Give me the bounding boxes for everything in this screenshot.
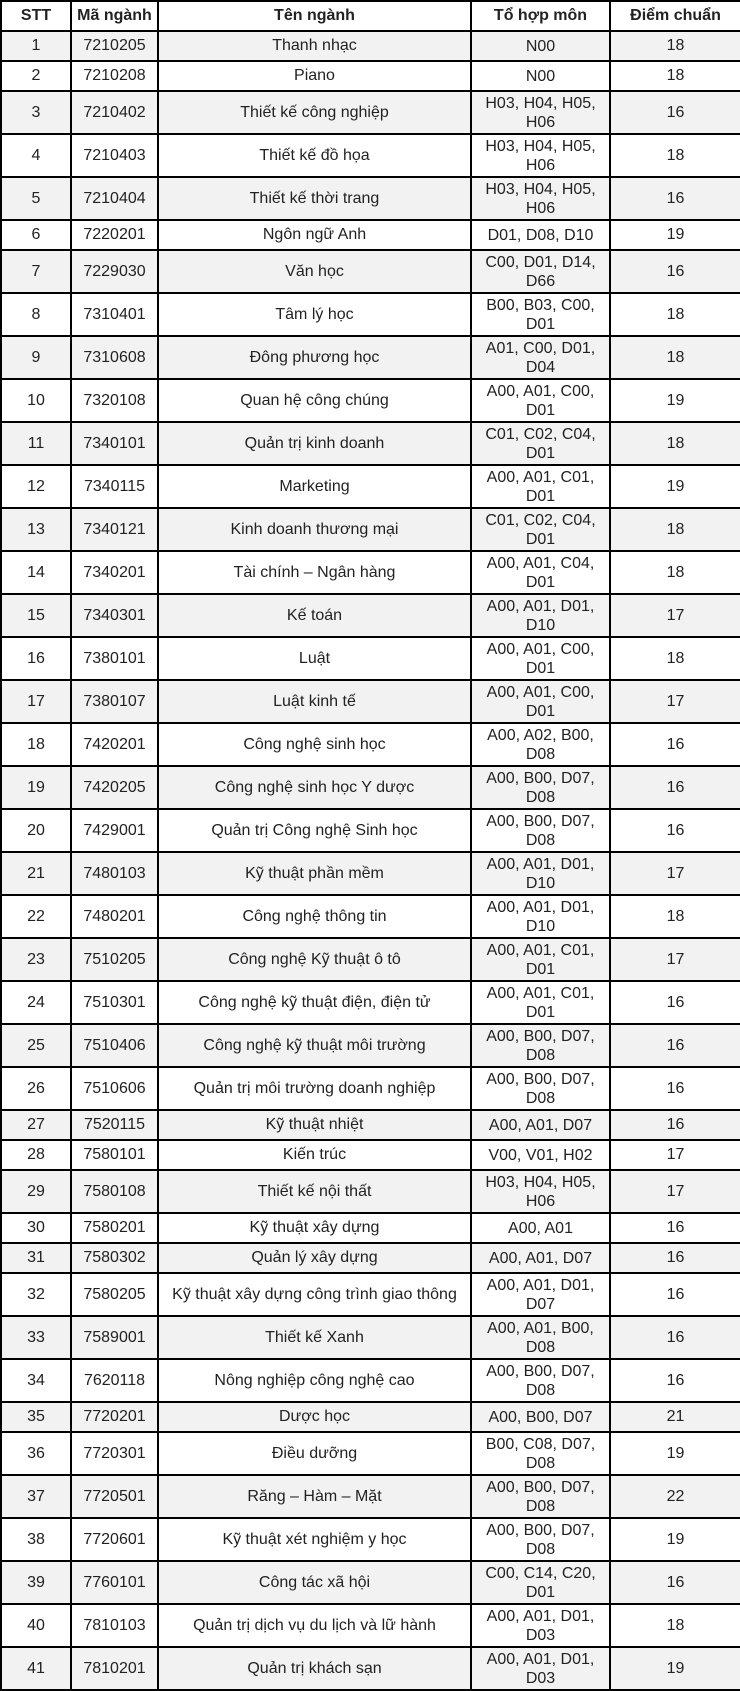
cell-ten-nganh: Công tác xã hội [158, 1561, 471, 1604]
cell-diem-chuan: 18 [610, 61, 740, 91]
cell-stt: 36 [1, 1432, 71, 1475]
table-row [1, 61, 740, 91]
cell-stt: 31 [1, 1243, 71, 1273]
cell-ten-nganh: Công nghệ kỹ thuật điện, điện tử [158, 981, 471, 1024]
table-row [1, 1273, 740, 1316]
cell-stt: 13 [1, 508, 71, 551]
cell-diem-chuan: 18 [610, 336, 740, 379]
cell-stt: 39 [1, 1561, 71, 1604]
table-row [1, 895, 740, 938]
table-row [1, 1067, 740, 1110]
cell-ma-nganh: 7210208 [71, 61, 158, 91]
cell-to-hop-mon: H03, H04, H05, H06 [471, 134, 610, 177]
table-body [1, 31, 740, 1690]
table-row [1, 220, 740, 250]
cell-to-hop-mon: A00, B00, D07, D08 [471, 809, 610, 852]
cell-ma-nganh: 7220201 [71, 220, 158, 250]
cell-ma-nganh: 7480103 [71, 852, 158, 895]
cell-stt: 3 [1, 91, 71, 134]
cell-stt: 8 [1, 293, 71, 336]
cell-to-hop-mon: A00, B00, D07, D08 [471, 1359, 610, 1402]
cell-diem-chuan: 16 [610, 766, 740, 809]
cell-ten-nganh: Luật kinh tế [158, 680, 471, 723]
cell-ten-nganh: Tài chính – Ngân hàng [158, 551, 471, 594]
cell-ma-nganh: 7480201 [71, 895, 158, 938]
cell-to-hop-mon: A00, A02, B00, D08 [471, 723, 610, 766]
cell-stt: 19 [1, 766, 71, 809]
table-row [1, 809, 740, 852]
cell-diem-chuan: 16 [610, 177, 740, 220]
cell-diem-chuan: 16 [610, 1273, 740, 1316]
cell-stt: 7 [1, 250, 71, 293]
cell-ten-nganh: Thiết kế đồ họa [158, 134, 471, 177]
cell-ten-nganh: Răng – Hàm – Mặt [158, 1475, 471, 1518]
cell-ma-nganh: 7720601 [71, 1518, 158, 1561]
cell-diem-chuan: 21 [610, 1402, 740, 1432]
cell-to-hop-mon: C00, C14, C20, D01 [471, 1561, 610, 1604]
table-row [1, 508, 740, 551]
table-row [1, 637, 740, 680]
cell-ma-nganh: 7510301 [71, 981, 158, 1024]
cell-to-hop-mon: A00, A01, C04, D01 [471, 551, 610, 594]
cell-to-hop-mon: H03, H04, H05, H06 [471, 1170, 610, 1213]
table-row [1, 336, 740, 379]
cell-diem-chuan: 16 [610, 723, 740, 766]
cell-to-hop-mon: A00, A01, C00, D01 [471, 637, 610, 680]
cell-stt: 17 [1, 680, 71, 723]
cell-ma-nganh: 7760101 [71, 1561, 158, 1604]
cell-stt: 14 [1, 551, 71, 594]
cell-to-hop-mon: A00, A01, D01, D10 [471, 852, 610, 895]
cell-ten-nganh: Nông nghiệp công nghệ cao [158, 1359, 471, 1402]
cell-ma-nganh: 7380107 [71, 680, 158, 723]
cell-stt: 20 [1, 809, 71, 852]
cell-diem-chuan: 16 [610, 1213, 740, 1243]
cell-stt: 32 [1, 1273, 71, 1316]
cell-ten-nganh: Thanh nhạc [158, 31, 471, 61]
cell-ten-nganh: Công nghệ sinh học Y dược [158, 766, 471, 809]
cell-ten-nganh: Kỹ thuật nhiệt [158, 1110, 471, 1140]
cell-ma-nganh: 7620118 [71, 1359, 158, 1402]
table-row [1, 1359, 740, 1402]
cell-to-hop-mon: B00, B03, C00, D01 [471, 293, 610, 336]
cell-diem-chuan: 18 [610, 1604, 740, 1647]
cell-to-hop-mon: C01, C02, C04, D01 [471, 422, 610, 465]
cell-ma-nganh: 7340301 [71, 594, 158, 637]
cell-ten-nganh: Công nghệ Kỹ thuật ô tô [158, 938, 471, 981]
table-row [1, 1024, 740, 1067]
cell-ten-nganh: Công nghệ kỹ thuật môi trường [158, 1024, 471, 1067]
cell-ten-nganh: Quản trị Công nghệ Sinh học [158, 809, 471, 852]
cell-ten-nganh: Kỹ thuật phần mềm [158, 852, 471, 895]
cell-diem-chuan: 19 [610, 220, 740, 250]
cell-diem-chuan: 18 [610, 637, 740, 680]
cell-ma-nganh: 7340115 [71, 465, 158, 508]
cell-ma-nganh: 7720501 [71, 1475, 158, 1518]
cell-stt: 23 [1, 938, 71, 981]
cell-stt: 15 [1, 594, 71, 637]
table-row [1, 293, 740, 336]
cell-ten-nganh: Marketing [158, 465, 471, 508]
cell-diem-chuan: 18 [610, 134, 740, 177]
table-row [1, 1561, 740, 1604]
cell-stt: 1 [1, 31, 71, 61]
cell-to-hop-mon: A00, A01, B00, D08 [471, 1316, 610, 1359]
cell-diem-chuan: 16 [610, 1316, 740, 1359]
table-header [1, 1, 740, 31]
header-stt: STT [1, 1, 71, 31]
cell-ma-nganh: 7340101 [71, 422, 158, 465]
cell-stt: 37 [1, 1475, 71, 1518]
table-row [1, 1402, 740, 1432]
cell-diem-chuan: 18 [610, 422, 740, 465]
table-row [1, 1432, 740, 1475]
cell-to-hop-mon: A00, A01, D01, D07 [471, 1273, 610, 1316]
cell-to-hop-mon: N00 [471, 61, 610, 91]
cell-ma-nganh: 7720201 [71, 1402, 158, 1432]
cell-to-hop-mon: A01, C00, D01, D04 [471, 336, 610, 379]
cell-stt: 9 [1, 336, 71, 379]
cell-diem-chuan: 17 [610, 1170, 740, 1213]
cell-ten-nganh: Quản lý xây dựng [158, 1243, 471, 1273]
cell-ma-nganh: 7580205 [71, 1273, 158, 1316]
cell-diem-chuan: 18 [610, 293, 740, 336]
cell-diem-chuan: 17 [610, 938, 740, 981]
cell-diem-chuan: 18 [610, 31, 740, 61]
cell-ma-nganh: 7310401 [71, 293, 158, 336]
cell-ten-nganh: Kế toán [158, 594, 471, 637]
table-row [1, 1170, 740, 1213]
cell-stt: 12 [1, 465, 71, 508]
cell-ma-nganh: 7510606 [71, 1067, 158, 1110]
cell-ma-nganh: 7810103 [71, 1604, 158, 1647]
cell-to-hop-mon: D01, D08, D10 [471, 220, 610, 250]
cell-ten-nganh: Công nghệ sinh học [158, 723, 471, 766]
cell-ma-nganh: 7380101 [71, 637, 158, 680]
header-ma-nganh: Mã ngành [71, 1, 158, 31]
cell-stt: 16 [1, 637, 71, 680]
cell-ten-nganh: Công nghệ thông tin [158, 895, 471, 938]
cell-stt: 4 [1, 134, 71, 177]
table-row [1, 723, 740, 766]
cell-ten-nganh: Quản trị môi trường doanh nghiệp [158, 1067, 471, 1110]
cell-ten-nganh: Kinh doanh thương mại [158, 508, 471, 551]
cell-ten-nganh: Thiết kế nội thất [158, 1170, 471, 1213]
cell-diem-chuan: 19 [610, 465, 740, 508]
cell-to-hop-mon: A00, A01 [471, 1213, 610, 1243]
cell-stt: 22 [1, 895, 71, 938]
cell-diem-chuan: 17 [610, 680, 740, 723]
cell-stt: 33 [1, 1316, 71, 1359]
cell-ma-nganh: 7340201 [71, 551, 158, 594]
table-row [1, 250, 740, 293]
cell-stt: 25 [1, 1024, 71, 1067]
table-row [1, 1243, 740, 1273]
cell-stt: 2 [1, 61, 71, 91]
cell-diem-chuan: 16 [610, 1110, 740, 1140]
cell-diem-chuan: 16 [610, 250, 740, 293]
table-row [1, 422, 740, 465]
header-ten-nganh: Tên ngành [158, 1, 471, 31]
cell-diem-chuan: 18 [610, 895, 740, 938]
cell-stt: 5 [1, 177, 71, 220]
cell-diem-chuan: 19 [610, 379, 740, 422]
table-row [1, 134, 740, 177]
cell-ma-nganh: 7210205 [71, 31, 158, 61]
header-diem-chuan: Điểm chuẩn [610, 1, 740, 31]
cell-ma-nganh: 7580101 [71, 1140, 158, 1170]
cell-diem-chuan: 16 [610, 1561, 740, 1604]
cell-ma-nganh: 7320108 [71, 379, 158, 422]
table-row [1, 379, 740, 422]
cell-ma-nganh: 7589001 [71, 1316, 158, 1359]
cell-ma-nganh: 7310608 [71, 336, 158, 379]
cell-to-hop-mon: V00, V01, H02 [471, 1140, 610, 1170]
cell-to-hop-mon: A00, A01, D01, D10 [471, 594, 610, 637]
cell-to-hop-mon: A00, A01, D01, D10 [471, 895, 610, 938]
cell-diem-chuan: 16 [610, 1024, 740, 1067]
cell-diem-chuan: 16 [610, 1243, 740, 1273]
cell-to-hop-mon: A00, A01, D07 [471, 1243, 610, 1273]
cell-stt: 29 [1, 1170, 71, 1213]
cell-stt: 41 [1, 1647, 71, 1690]
cell-ten-nganh: Văn học [158, 250, 471, 293]
cell-to-hop-mon: H03, H04, H05, H06 [471, 91, 610, 134]
cell-stt: 28 [1, 1140, 71, 1170]
cell-diem-chuan: 19 [610, 1432, 740, 1475]
cell-to-hop-mon: A00, B00, D07, D08 [471, 1475, 610, 1518]
cell-to-hop-mon: A00, A01, C00, D01 [471, 680, 610, 723]
cell-stt: 30 [1, 1213, 71, 1243]
cell-ma-nganh: 7580201 [71, 1213, 158, 1243]
cell-ma-nganh: 7580302 [71, 1243, 158, 1273]
cell-ten-nganh: Kỹ thuật xây dựng [158, 1213, 471, 1243]
table-row [1, 1604, 740, 1647]
cell-ten-nganh: Quản trị kinh doanh [158, 422, 471, 465]
table-row [1, 1518, 740, 1561]
cell-to-hop-mon: A00, A01, C01, D01 [471, 981, 610, 1024]
cell-ma-nganh: 7580108 [71, 1170, 158, 1213]
cell-to-hop-mon: A00, B00, D07, D08 [471, 1518, 610, 1561]
cell-to-hop-mon: A00, A01, C01, D01 [471, 465, 610, 508]
table-row [1, 1316, 740, 1359]
cell-to-hop-mon: C00, D01, D14, D66 [471, 250, 610, 293]
cell-ma-nganh: 7420201 [71, 723, 158, 766]
cell-stt: 34 [1, 1359, 71, 1402]
table-row [1, 91, 740, 134]
cell-to-hop-mon: A00, A01, C00, D01 [471, 379, 610, 422]
cell-diem-chuan: 16 [610, 91, 740, 134]
cell-diem-chuan: 19 [610, 1518, 740, 1561]
header-row [1, 1, 740, 31]
cell-ten-nganh: Dược học [158, 1402, 471, 1432]
cell-stt: 11 [1, 422, 71, 465]
cell-ten-nganh: Thiết kế thời trang [158, 177, 471, 220]
cell-ten-nganh: Kỹ thuật xét nghiệm y học [158, 1518, 471, 1561]
cell-diem-chuan: 18 [610, 551, 740, 594]
cell-ma-nganh: 7210403 [71, 134, 158, 177]
cell-ma-nganh: 7510406 [71, 1024, 158, 1067]
cell-ten-nganh: Thiết kế Xanh [158, 1316, 471, 1359]
cell-ten-nganh: Đông phương học [158, 336, 471, 379]
cell-ma-nganh: 7210402 [71, 91, 158, 134]
cell-ten-nganh: Luật [158, 637, 471, 680]
table-row [1, 31, 740, 61]
cell-diem-chuan: 16 [610, 1067, 740, 1110]
table-row [1, 1475, 740, 1518]
cell-ma-nganh: 7210404 [71, 177, 158, 220]
header-to-hop-mon: Tổ hợp môn [471, 1, 610, 31]
cell-to-hop-mon: A00, B00, D07, D08 [471, 766, 610, 809]
cell-ma-nganh: 7420205 [71, 766, 158, 809]
table-row [1, 981, 740, 1024]
table-row [1, 1140, 740, 1170]
cell-to-hop-mon: N00 [471, 31, 610, 61]
cell-ma-nganh: 7520115 [71, 1110, 158, 1140]
table-row [1, 1647, 740, 1690]
cell-diem-chuan: 17 [610, 1140, 740, 1170]
cell-to-hop-mon: A00, A01, D01, D03 [471, 1647, 610, 1690]
table-row [1, 852, 740, 895]
cell-to-hop-mon: A00, B00, D07, D08 [471, 1067, 610, 1110]
cell-to-hop-mon: B00, C08, D07, D08 [471, 1432, 610, 1475]
cell-stt: 38 [1, 1518, 71, 1561]
table-row [1, 680, 740, 723]
cell-stt: 24 [1, 981, 71, 1024]
cell-diem-chuan: 19 [610, 1647, 740, 1690]
cell-ma-nganh: 7510205 [71, 938, 158, 981]
cell-diem-chuan: 18 [610, 508, 740, 551]
cell-ma-nganh: 7810201 [71, 1647, 158, 1690]
cell-stt: 18 [1, 723, 71, 766]
cell-ma-nganh: 7429001 [71, 809, 158, 852]
cell-ten-nganh: Quản trị khách sạn [158, 1647, 471, 1690]
cell-to-hop-mon: A00, B00, D07, D08 [471, 1024, 610, 1067]
cell-stt: 40 [1, 1604, 71, 1647]
table-row [1, 465, 740, 508]
cell-to-hop-mon: A00, A01, D01, D03 [471, 1604, 610, 1647]
cell-ten-nganh: Kỹ thuật xây dựng công trình giao thông [158, 1273, 471, 1316]
table-row [1, 1110, 740, 1140]
cell-diem-chuan: 22 [610, 1475, 740, 1518]
cell-stt: 27 [1, 1110, 71, 1140]
cell-ten-nganh: Quản trị dịch vụ du lịch và lữ hành [158, 1604, 471, 1647]
cell-ten-nganh: Quan hệ công chúng [158, 379, 471, 422]
cell-ma-nganh: 7229030 [71, 250, 158, 293]
table-row [1, 938, 740, 981]
cell-stt: 26 [1, 1067, 71, 1110]
cell-stt: 35 [1, 1402, 71, 1432]
table-row [1, 551, 740, 594]
cell-stt: 10 [1, 379, 71, 422]
cell-ten-nganh: Điều dưỡng [158, 1432, 471, 1475]
cell-diem-chuan: 16 [610, 809, 740, 852]
cell-to-hop-mon: A00, B00, D07 [471, 1402, 610, 1432]
cell-ten-nganh: Kiến trúc [158, 1140, 471, 1170]
cell-ma-nganh: 7720301 [71, 1432, 158, 1475]
cell-diem-chuan: 16 [610, 981, 740, 1024]
cell-diem-chuan: 16 [610, 1359, 740, 1402]
cell-to-hop-mon: A00, A01, D07 [471, 1110, 610, 1140]
cell-to-hop-mon: A00, A01, C01, D01 [471, 938, 610, 981]
cell-stt: 21 [1, 852, 71, 895]
table-row [1, 594, 740, 637]
cell-ten-nganh: Piano [158, 61, 471, 91]
cell-diem-chuan: 17 [610, 852, 740, 895]
cell-to-hop-mon: H03, H04, H05, H06 [471, 177, 610, 220]
cell-ten-nganh: Tâm lý học [158, 293, 471, 336]
cell-ten-nganh: Thiết kế công nghiệp [158, 91, 471, 134]
cell-ma-nganh: 7340121 [71, 508, 158, 551]
cell-diem-chuan: 17 [610, 594, 740, 637]
table-row [1, 1213, 740, 1243]
table-row [1, 177, 740, 220]
cell-to-hop-mon: C01, C02, C04, D01 [471, 508, 610, 551]
table-row [1, 766, 740, 809]
cell-ten-nganh: Ngôn ngữ Anh [158, 220, 471, 250]
cell-stt: 6 [1, 220, 71, 250]
